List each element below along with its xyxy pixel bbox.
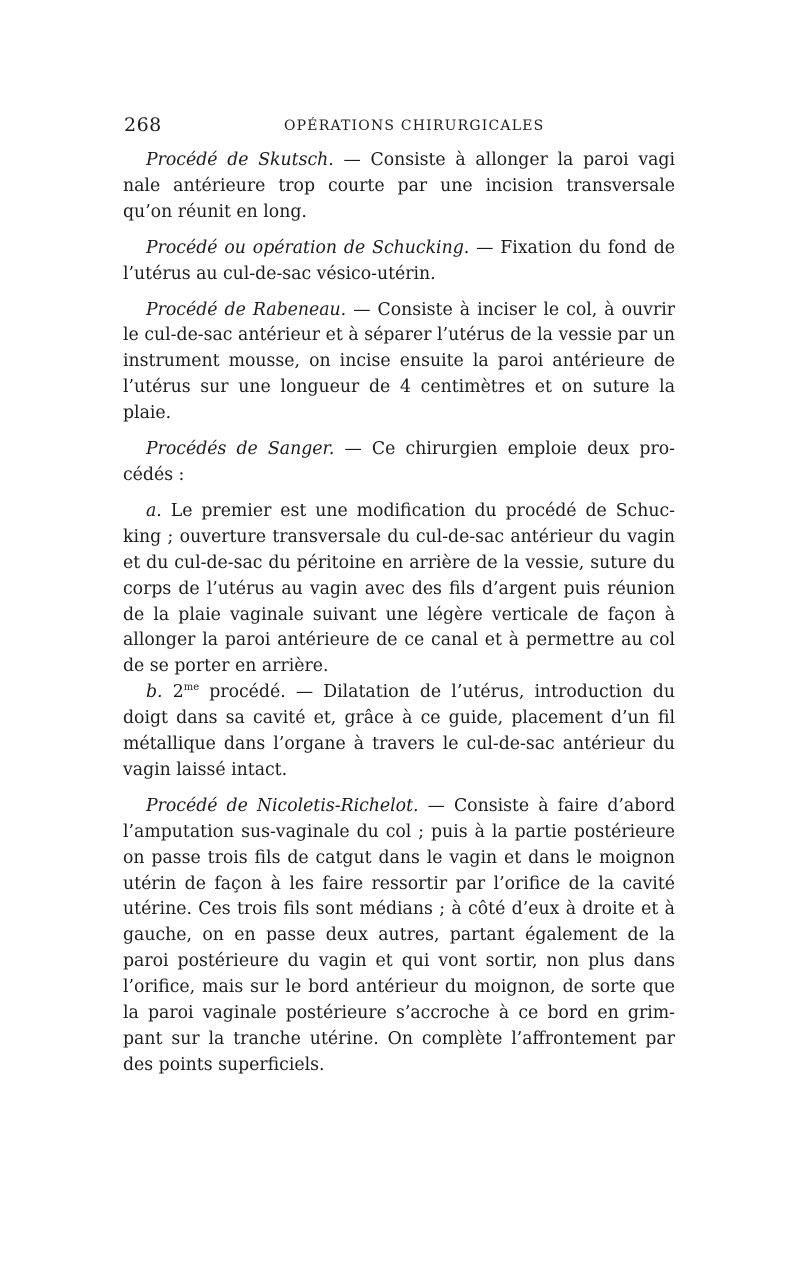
procedure-name: Procédé de Nicoletis-Richelot.: [146, 795, 419, 816]
paragraph-text: Le premier est une modification du procédé de Schucking ; ouverture transversale du cul-de-sac antérieur du vagin et du cul-de-sac du péritoine en arrière de la vessie, suture du corps de l’utérus au vagin avec des fils d’argent puis réunion de la plaie vaginale suivant une légère verticale de façon à allonger la paroi antérieure de ce canal et à permettre au col de se porter en arrière.: [123, 500, 675, 677]
paragraph-text: — Fixation du fond de l’utérus au cul-de-sac vésico-utérin.: [123, 237, 675, 284]
page-number: 268: [124, 114, 162, 136]
procedure-name: Procédé de Rabeneau.: [146, 299, 347, 320]
body-text: [123, 148, 675, 1089]
paragraph-nicoletis-richelot: [123, 794, 675, 1079]
ordinal-suffix: me: [183, 682, 200, 694]
running-head: [124, 114, 684, 140]
paragraph-rabeneau: [123, 298, 675, 428]
list-marker: a.: [146, 500, 162, 521]
paragraph-text: procédé. — Dilatation de l’utérus, introduction du doigt dans sa cavité et, grâce à ce guide, placement d’un fil métallique dans l’organe à travers le cul-de-sac antérieur du vagin laissé intact.: [123, 682, 675, 780]
procedure-name: Procédé de Skutsch.: [146, 150, 334, 170]
paragraph-skutsch: [123, 148, 675, 226]
running-title: OPÉRATIONS CHIRURGICALES: [284, 118, 545, 134]
list-marker: b.: [146, 682, 163, 703]
paragraph-text: — Consiste à faire d’abord l’amputation sus-vaginale du col ; puis à la partie postérieure on passe trois fils de catgut dans le vagin et dans le moignon utérin de façon à les faire ressortir par l’orifice de la cavité utérine. Ces trois fils sont médians ; à côté d’eux à droite et à gauche, on en passe deux autres, partant également de la paroi postérieure du vagin et qui vont sortir, non plus dans l’orifice, mais sur le bord antérieur du moignon, de sorte que la paroi vaginale postérieure s’accroche à ce bord en grimpant sur la tranche utérine. On complète l’affrontement par des points superficiels.: [123, 795, 676, 1075]
paragraph-sanger-b: [123, 680, 675, 784]
paragraph-text: — Consiste à allonger la paroi vagi nale antérieure trop courte par une incision transversale qu’on réunit en long.: [123, 150, 675, 222]
procedure-name: Procédés de Sanger.: [146, 439, 335, 460]
paragraph-schucking: [123, 236, 675, 288]
paragraph-sanger: [123, 437, 675, 489]
paragraph-text: — Consiste à inciser le col, à ouvrir le cul-de-sac antérieur et à séparer l’utérus de la vessie par un instrument mousse, on incise ensuite la paroi antérieure de l’utérus sur une longueur de 4 centimètres et on suture la plaie.: [123, 299, 675, 424]
paragraph-text: — Ce chirurgien emploie deux procédés :: [123, 439, 675, 485]
paragraph-sanger-a: [123, 499, 675, 680]
procedure-name: Procédé ou opération de Schucking.: [146, 237, 470, 258]
ordinal-number: 2: [172, 682, 184, 703]
